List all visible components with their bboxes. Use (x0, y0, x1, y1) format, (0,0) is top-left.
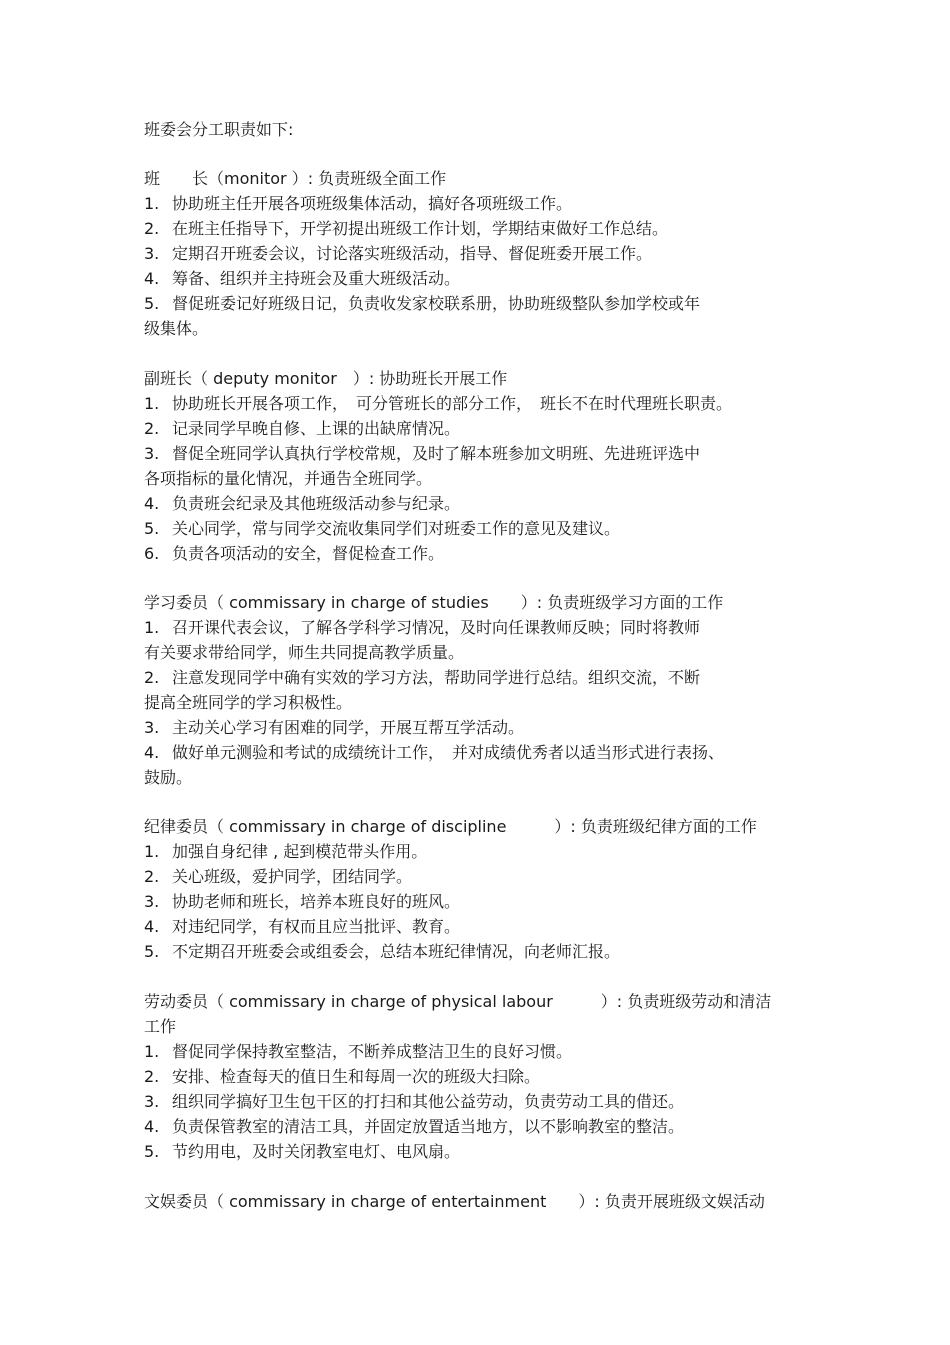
item-number: 2. (144, 419, 160, 438)
list-item (144, 865, 412, 889)
item-number: 5. (144, 1142, 160, 1161)
item-number: 5. (144, 294, 160, 313)
item-number: 2. (144, 219, 160, 238)
item-text: 主动关心学习有困难的同学，开展互帮互学活动。 (172, 718, 525, 737)
item-number: 1. (144, 842, 160, 861)
list-item (144, 1140, 460, 1164)
list-item (144, 192, 572, 216)
item-number: 4. (144, 917, 160, 936)
item-text: 负责保管教室的清洁工具，并固定放置适当地方，以不影响教室的整洁。 (172, 1117, 685, 1136)
list-item (144, 242, 652, 266)
item-number: 4. (144, 269, 160, 288)
list-item (144, 716, 524, 740)
section-heading-discipline: 纪律委员（ commissary in charge of discipline ）: 负责班级纪律方面的工作 (144, 817, 757, 836)
item-text: 督促同学保持教室整洁，不断养成整洁卫生的良好习惯。 (172, 1042, 573, 1061)
item-number: 2. (144, 1067, 160, 1086)
item-number: 4. (144, 494, 160, 513)
item-text: 安排、检查每天的值日生和每周一次的班级大扫除。 (172, 1067, 541, 1086)
list-item (144, 1065, 540, 1089)
item-number: 1. (144, 618, 160, 637)
item-text: 筹备、组织并主持班会及重大班级活动。 (172, 269, 461, 288)
list-item-continuation (144, 766, 192, 790)
intro-line: 班委会分工职责如下: (144, 120, 294, 139)
list-item (144, 890, 460, 914)
item-text: 关心班级，爱护同学，团结同学。 (172, 867, 413, 886)
list-item-continuation (144, 691, 352, 715)
section-heading-studies: 学习委员（ commissary in charge of studies ）: 负责班级学习方面的工作 (144, 593, 724, 612)
item-text: 注意发现同学中确有实效的学习方法，帮助同学进行总结。组织交流，不断 (172, 668, 701, 687)
list-item (144, 940, 620, 964)
item-text: 定期召开班委会议，讨论落实班级活动，指导、督促班委开展工作。 (172, 244, 653, 263)
item-text: 各项指标的量化情况，并通告全班同学。 (144, 469, 433, 488)
item-text: 工作 (144, 1017, 177, 1036)
item-text: 协助老师和班长，培养本班良好的班风。 (172, 892, 461, 911)
section-heading-deputy-monitor: 副班长（ deputy monitor ）: 协助班长开展工作 (144, 369, 508, 388)
item-text: 督促班委记好班级日记，负责收发家校联系册，协助班级整队参加学校或年 (172, 294, 701, 313)
item-text: 负责各项活动的安全，督促检查工作。 (172, 544, 445, 563)
item-text: 在班主任指导下，开学初提出班级工作计划，学期结束做好工作总结。 (172, 219, 669, 238)
item-number: 3. (144, 1092, 160, 1111)
item-text: 负责班会纪录及其他班级活动参与纪录。 (172, 494, 461, 513)
section-heading-entertainment: 文娱委员（ commissary in charge of entertainment ）: 负责开展班级文娱活动 (144, 1192, 765, 1211)
item-text: 鼓励。 (144, 768, 193, 787)
list-item (144, 915, 460, 939)
list-item-continuation (144, 467, 432, 491)
item-text: 提高全班同学的学习积极性。 (144, 693, 353, 712)
item-text: 关心同学，常与同学交流收集同学们对班委工作的意见及建议。 (172, 519, 621, 538)
item-text: 对违纪同学，有权而且应当批评、教育。 (172, 917, 461, 936)
item-number: 6. (144, 544, 160, 563)
item-number: 1. (144, 394, 160, 413)
list-item (144, 741, 724, 765)
item-text: 召开课代表会议，了解各学科学习情况，及时向任课教师反映；同时将教师 (172, 618, 701, 637)
item-text: 督促全班同学认真执行学校常规，及时了解本班参加文明班、先进班评选中 (172, 444, 701, 463)
list-item (144, 492, 460, 516)
item-number: 2. (144, 668, 160, 687)
item-text: 不定期召开班委会或组委会，总结本班纪律情况，向老师汇报。 (172, 942, 621, 961)
item-number: 5. (144, 519, 160, 538)
item-text: 协助班主任开展各项班级集体活动，搞好各项班级工作。 (172, 194, 573, 213)
item-number: 3. (144, 444, 160, 463)
item-text: 有关要求带给同学，师生共同提高教学质量。 (144, 643, 465, 662)
item-text: 组织同学搞好卫生包干区的打扫和其他公益劳动，负责劳动工具的借还。 (172, 1092, 685, 1111)
section-heading-monitor: 班 长（monitor ）: 负责班级全面工作 (144, 169, 447, 188)
list-item (144, 542, 444, 566)
heading-continuation (144, 1015, 176, 1039)
item-text: 级集体。 (144, 319, 209, 338)
item-text: 记录同学早晚自修、上课的出缺席情况。 (172, 419, 461, 438)
item-number: 2. (144, 867, 160, 886)
list-item (144, 840, 427, 864)
list-item-continuation (144, 317, 208, 341)
list-item (144, 1115, 684, 1139)
list-item (144, 616, 700, 640)
item-number: 1. (144, 1042, 160, 1061)
list-item (144, 1040, 572, 1064)
item-number: 3. (144, 718, 160, 737)
list-item (144, 392, 732, 416)
item-number: 4. (144, 1117, 160, 1136)
item-number: 3. (144, 892, 160, 911)
list-item (144, 267, 460, 291)
section-heading-labour: 劳动委员（ commissary in charge of physical labour ）: 负责班级劳动和清洁 (144, 992, 772, 1011)
item-text: 协助班长开展各项工作， 可分管班长的部分工作， 班长不在时代理班长职责。 (172, 394, 733, 413)
list-item (144, 292, 700, 316)
list-item-continuation (144, 641, 464, 665)
list-item (144, 666, 700, 690)
item-text: 加强自身纪律 , 起到模范带头作用。 (172, 842, 428, 861)
list-item (144, 442, 700, 466)
item-number: 3. (144, 244, 160, 263)
list-item (144, 517, 620, 541)
item-text: 节约用电，及时关闭教室电灯、电风扇。 (172, 1142, 461, 1161)
item-number: 4. (144, 743, 160, 762)
list-item (144, 1090, 684, 1114)
list-item (144, 217, 668, 241)
item-number: 1. (144, 194, 160, 213)
item-text: 做好单元测验和考试的成绩统计工作， 并对成绩优秀者以适当形式进行表扬、 (172, 743, 725, 762)
item-number: 5. (144, 942, 160, 961)
list-item (144, 417, 460, 441)
